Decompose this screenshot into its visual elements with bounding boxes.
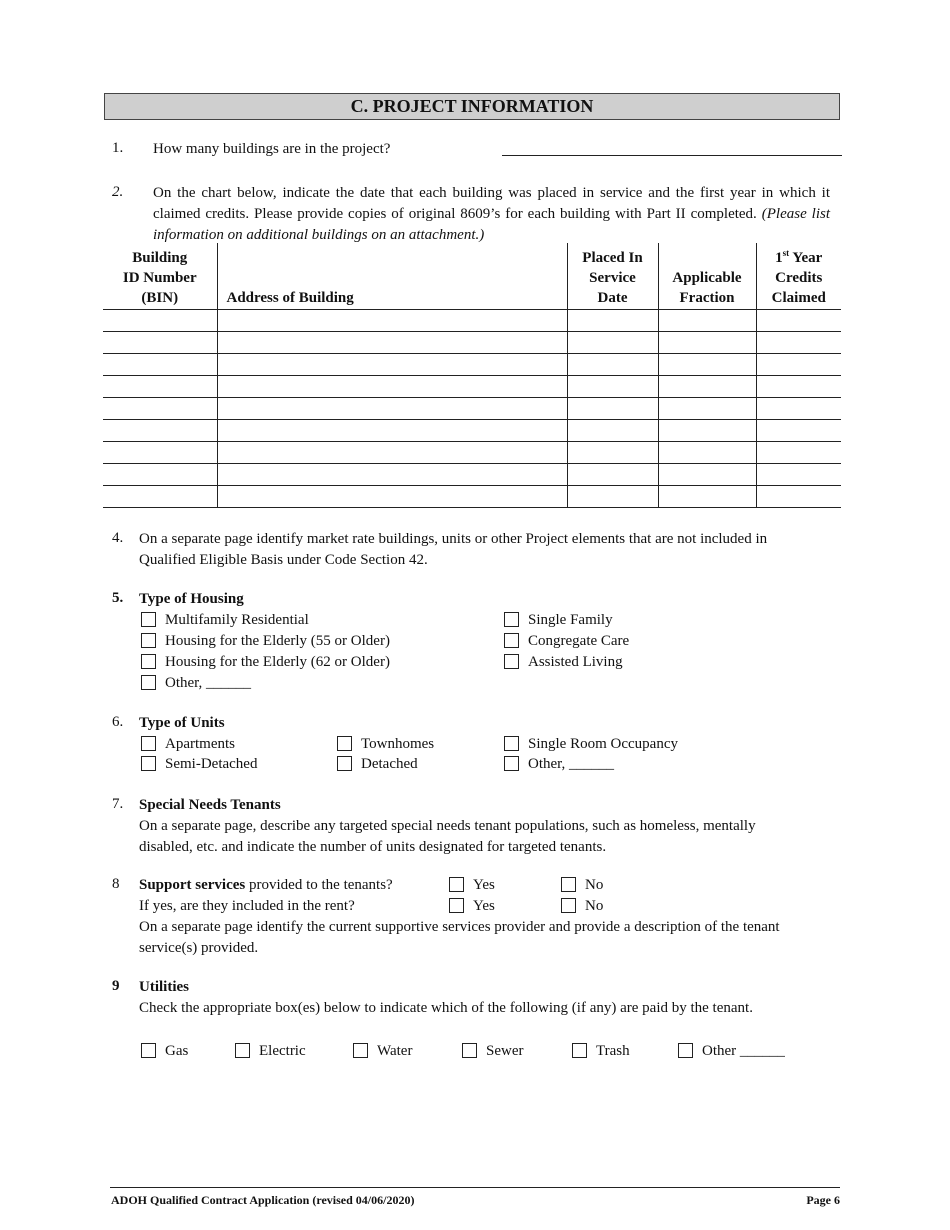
checkbox[interactable]: [141, 756, 156, 771]
q5-title: Type of Housing: [139, 591, 244, 607]
option-elderly-62[interactable]: Housing for the Elderly (62 or Older): [141, 652, 390, 673]
header-address: Address of Building: [217, 243, 567, 310]
q1-number: 1.: [112, 140, 124, 156]
table-header-row: [103, 243, 841, 310]
utility-other[interactable]: Other ______: [678, 1041, 785, 1062]
support-yes[interactable]: Yes: [449, 875, 495, 896]
option-single-family[interactable]: Single Family: [504, 610, 613, 631]
utility-gas[interactable]: Gas: [141, 1041, 188, 1062]
q1-text: How many buildings are in the project?: [153, 141, 391, 157]
included-yes[interactable]: Yes: [449, 896, 495, 917]
q7-number: 7.: [112, 796, 124, 812]
support-no[interactable]: No: [561, 875, 603, 896]
checkbox[interactable]: [353, 1043, 368, 1058]
q9-text: Check the appropriate box(es) below to indicate which of the following (if any) are paid by the tenant.: [139, 1000, 753, 1016]
header-first-year-credits: 1st Year Credits Claimed: [756, 243, 841, 310]
footer-divider: [110, 1187, 840, 1188]
checkbox[interactable]: [561, 877, 576, 892]
header-applicable-fraction: Applicable Fraction: [658, 243, 756, 310]
q2-text: [153, 183, 830, 246]
q4-text: On a separate page identify market rate buildings, units or other Project elements that are not included in Qualified Eligible Basis under Code Section 42.: [139, 531, 768, 568]
utility-sewer[interactable]: Sewer: [462, 1041, 524, 1062]
checkbox[interactable]: [141, 633, 156, 648]
checkbox[interactable]: [504, 756, 519, 771]
checkbox[interactable]: [449, 898, 464, 913]
utility-trash[interactable]: Trash: [572, 1041, 630, 1062]
checkbox[interactable]: [141, 675, 156, 690]
checkbox[interactable]: [235, 1043, 250, 1058]
table-row: [103, 464, 841, 486]
q9-number: 9: [112, 978, 120, 994]
checkbox[interactable]: [337, 756, 352, 771]
utility-electric[interactable]: Electric: [235, 1041, 306, 1062]
q8-text: On a separate page identify the current supportive services provider and provide a description of the tenant service(s) provided.: [139, 919, 780, 956]
option-congregate-care[interactable]: Congregate Care: [504, 631, 629, 652]
checkbox[interactable]: [141, 612, 156, 627]
q2-number: 2.: [112, 184, 124, 200]
table-row: [103, 332, 841, 354]
checkbox[interactable]: [141, 736, 156, 751]
footer-left: ADOH Qualified Contract Application (revised 04/06/2020): [111, 1193, 415, 1207]
table-row: [103, 376, 841, 398]
table-row: [103, 486, 841, 508]
q9-title: Utilities: [139, 979, 189, 995]
utility-water[interactable]: Water: [353, 1041, 412, 1062]
option-elderly-55[interactable]: Housing for the Elderly (55 or Older): [141, 631, 390, 652]
footer-page-number: Page 6: [806, 1193, 840, 1207]
included-no[interactable]: No: [561, 896, 603, 917]
q2-note: (Please list information on additional buildings on an attachment.): [153, 206, 830, 243]
table-row: [103, 354, 841, 376]
option-semi-detached[interactable]: Semi-Detached: [141, 754, 257, 775]
checkbox[interactable]: [337, 736, 352, 751]
q4-number: 4.: [112, 530, 124, 546]
section-title: C. PROJECT INFORMATION: [104, 93, 840, 120]
q1-answer-line[interactable]: [502, 155, 842, 156]
option-townhomes[interactable]: Townhomes: [337, 734, 434, 755]
checkbox[interactable]: [561, 898, 576, 913]
checkbox[interactable]: [504, 612, 519, 627]
checkbox[interactable]: [141, 1043, 156, 1058]
option-assisted-living[interactable]: Assisted Living: [504, 652, 623, 673]
option-multifamily[interactable]: Multifamily Residential: [141, 610, 309, 631]
q2-main-text: On the chart below, indicate the date that each building was placed in service and the first year in which it claimed credits. Please provide copies of original 8609’s for each building with Part II completed.: [153, 185, 830, 222]
checkbox[interactable]: [504, 633, 519, 648]
buildings-table: [103, 243, 841, 508]
option-sro[interactable]: Single Room Occupancy: [504, 734, 678, 755]
checkbox[interactable]: [449, 877, 464, 892]
table-row: [103, 310, 841, 332]
checkbox[interactable]: [678, 1043, 693, 1058]
q7-title: Special Needs Tenants: [139, 797, 281, 813]
q6-title: Type of Units: [139, 715, 225, 731]
option-housing-other[interactable]: Other, ______: [141, 673, 251, 694]
q8-question: Support services provided to the tenants?: [139, 877, 393, 893]
header-placed-in-service: Placed In Service Date: [567, 243, 658, 310]
option-detached[interactable]: Detached: [337, 754, 418, 775]
header-bin: Building ID Number (BIN): [103, 243, 217, 310]
table-row: [103, 398, 841, 420]
q8-number: 8: [112, 876, 120, 892]
table-row: [103, 442, 841, 464]
q7-text: On a separate page, describe any targeted special needs tenant populations, such as homeless, mentally disabled, etc. and indicate the number of units designated for targeted tenants.: [139, 818, 756, 855]
option-apartments[interactable]: Apartments: [141, 734, 235, 755]
checkbox[interactable]: [572, 1043, 587, 1058]
checkbox[interactable]: [141, 654, 156, 669]
table-row: [103, 420, 841, 442]
q8-question-2: If yes, are they included in the rent?: [139, 898, 355, 914]
checkbox[interactable]: [504, 654, 519, 669]
checkbox[interactable]: [462, 1043, 477, 1058]
q6-number: 6.: [112, 714, 124, 730]
checkbox[interactable]: [504, 736, 519, 751]
option-units-other[interactable]: Other, ______: [504, 754, 614, 775]
q5-number: 5.: [112, 590, 124, 606]
